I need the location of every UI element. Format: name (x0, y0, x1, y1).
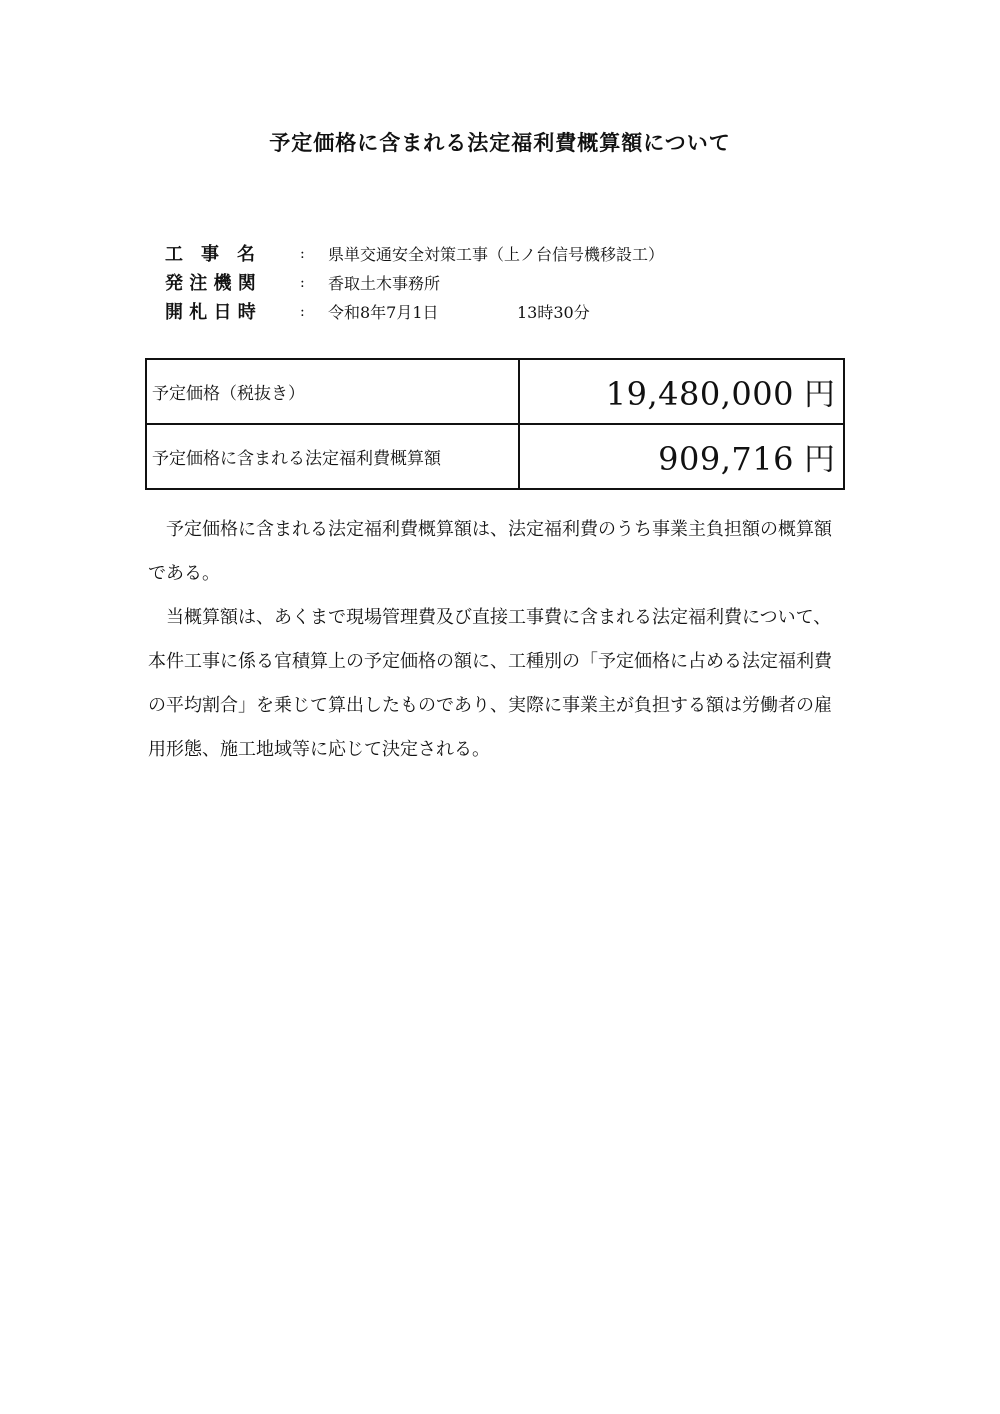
estimated-price-amount: 19,480,000 (605, 375, 794, 413)
currency-unit: 円 (804, 442, 835, 478)
price-table (145, 358, 845, 490)
ordering-office-value: 香取土木事務所 (328, 274, 441, 293)
ordering-office-label: 発 注 機 関 (165, 273, 256, 294)
bid-opening-label: 開 札 日 時 (165, 302, 256, 323)
welfare-cost-label: 予定価格に含まれる法定福利費概算額 (146, 424, 519, 489)
estimated-price-label: 予定価格（税抜き） (146, 359, 519, 424)
colon: : (300, 275, 305, 291)
bid-opening-time: 13時30分 (517, 303, 590, 322)
explanation-text (148, 508, 848, 772)
paragraph-text: 予定価格に含まれる法定福利費概算額は、法定福利費のうち事業主負担額の概算額である。 (148, 519, 832, 584)
table-row (146, 424, 844, 489)
project-name-value: 県単交通安全対策工事（上ノ台信号機移設工） (328, 245, 665, 264)
estimated-price-cell (519, 359, 844, 424)
page-title: 予定価格に含まれる法定福利費概算額について (269, 131, 731, 155)
currency-unit: 円 (804, 377, 835, 413)
paragraph-text: 当概算額は、あくまで現場管理費及び直接工事費に含まれる法定福利費について、本件工事に係る官積算上の予定価格の額に、工種別の「予定価格に占める法定福利費の平均割合」を乗じて算出したものであり、実際に事業主が負担する額は労働者の雇用形態、施工地域等に応じて決定される。 (148, 607, 832, 760)
project-name-label: 工 事 名 (165, 244, 255, 265)
table-row (146, 359, 844, 424)
paragraph (148, 596, 848, 772)
bid-opening-date: 令和8年7月1日 (328, 303, 439, 322)
paragraph (148, 508, 848, 596)
welfare-cost-cell (519, 424, 844, 489)
colon: : (300, 304, 305, 320)
welfare-cost-amount: 909,716 (658, 440, 794, 478)
colon: : (300, 246, 305, 262)
